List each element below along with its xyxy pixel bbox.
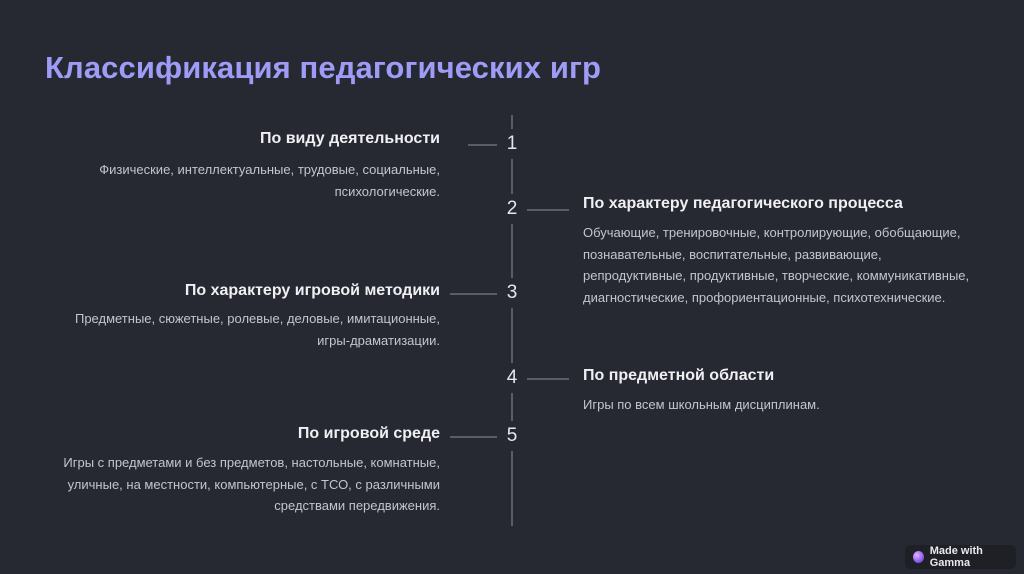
badge-label: Made with Gamma [929,545,983,569]
timeline-node-2: 2 [497,194,527,224]
connector-1 [468,144,498,146]
item-text-2: Обучающие, тренировочные, контролирующие, обобщающие, познавательные, воспитательные, развивающие, репродуктивные, продуктивные, творческие, коммуникативные, диагностические, профориентационные, психотехнические. [583,225,970,305]
gamma-logo-icon [913,551,924,563]
timeline-node-1: 1 [497,129,527,159]
connector-4 [527,378,569,380]
timeline-node-4: 4 [497,363,527,393]
item-heading-1: По виду деятельности [259,130,440,147]
timeline-axis [511,115,513,526]
item-text-3: Предметные, сюжетные, ролевые, деловые, имитационные, игры-драматизации. [74,311,440,348]
timeline-node-3: 3 [497,278,527,308]
item-heading-2: По характеру педагогического процесса [583,195,903,212]
item-heading-4: По предметной области [583,367,775,384]
page-title: Классификация педагогических игр [45,50,602,85]
item-text-5: Игры с предметами и без предметов, настольные, комнатные, уличные, на местности, компьютерные, с ТСО, с различными средствами передвижения. [63,455,440,513]
timeline-node-5: 5 [497,421,527,451]
connector-2 [527,209,569,211]
made-with-gamma-badge[interactable] [905,545,1016,569]
item-heading-3: По характеру игровой методики [184,282,440,299]
connector-5 [450,436,498,438]
item-heading-5: По игровой среде [297,425,440,442]
item-text-4: Игры по всем школьным дисциплинам. [583,397,820,412]
item-text-1: Физические, интеллектуальные, трудовые, социальные, психологические. [99,162,440,199]
connector-3 [450,293,498,295]
